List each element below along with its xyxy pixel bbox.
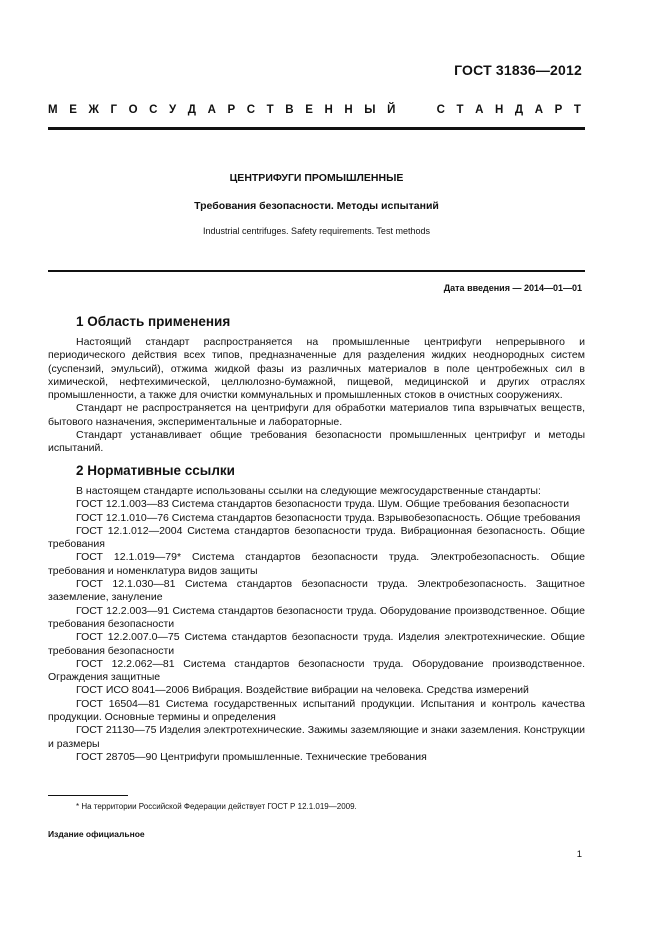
letter: У: [169, 104, 177, 116]
letter: Д: [187, 104, 196, 116]
letter: Ж: [88, 104, 99, 116]
reference-item: ГОСТ 12.2.003—91 Система стандартов безопасности труда. Оборудование производственное. Общие требования безопасности: [48, 604, 585, 630]
reference-item: ГОСТ 12.2.062—81 Система стандартов безопасности труда. Оборудование производственное. Ограждения защитные: [48, 657, 585, 684]
letter: [407, 104, 410, 116]
reference-item: ГОСТ 12.1.012—2004 Система стандартов безопасности труда. Вибрационная безопасность. Общие требования: [48, 524, 585, 551]
letter: Н: [344, 104, 353, 116]
letter: [422, 104, 425, 116]
gost-number: ГОСТ 31836—2012: [454, 62, 582, 78]
letter: Е: [69, 104, 77, 116]
paragraph: Настоящий стандарт распространяется на промышленные центрифуги непрерывного и периодического действия всех типов, предназначенные для разделения жидких неоднородных систем (суспензий, эмульсий), отжима жидкой фазы из различных материалов в поле центробежных сил в химической, нефтехимической, целлюлозно-бумажной, пищевой, медицинской и других отраслях промышленности, а также для очистки коммунальных и промышленных стоков в очистных сооружениях.: [48, 336, 585, 402]
letter: Н: [324, 104, 333, 116]
paragraph: Стандарт не распространяется на центрифуги для обработки материалов типа взрывчатых веществ, бытового назначения, экспериментальные и лабораторные.: [48, 402, 585, 428]
interstate-standard-label: [48, 104, 581, 116]
letter: С: [436, 104, 445, 116]
letter: Д: [514, 104, 524, 116]
official-edition-label: Издание официальное: [48, 829, 145, 839]
letter: С: [246, 104, 256, 116]
letter: Т: [266, 104, 274, 116]
letter: Е: [305, 104, 313, 116]
letter: Г: [110, 104, 117, 116]
title-rule: [48, 270, 585, 272]
header-rule: [48, 127, 585, 130]
reference-item: ГОСТ 12.1.019—79* Система стандартов безопасности труда. Электробезопасность. Общие требования и номенклатура видов защиты: [48, 551, 585, 577]
letter: Й: [387, 104, 396, 116]
section-scope: [48, 312, 585, 456]
reference-item: ГОСТ 12.1.030—81 Система стандартов безопасности труда. Электробезопасность. Защитное заземление, зануление: [48, 578, 585, 604]
reference-item: ГОСТ 16504—81 Система государственных испытаний продукции. Испытания и контроль качества продукции. Основные термины и определения: [48, 697, 585, 724]
reference-item: ГОСТ 12.2.007.0—75 Система стандартов безопасности труда. Изделия электротехнические. Общие требования безопасности: [48, 631, 585, 657]
page-number: 1: [576, 849, 582, 860]
letter: А: [534, 104, 544, 116]
reference-item: ГОСТ 12.1.003—83 Система стандартов безопасности труда. Шум. Общие требования безопасности: [76, 498, 570, 511]
letter: С: [149, 104, 158, 116]
reference-item: ГОСТ ИСО 8041—2006 Вибрация. Воздействие вибрации на человека. Средства измерений: [76, 684, 529, 697]
letter: М: [48, 104, 58, 116]
introduction-date: Дата введения — 2014—01—01: [443, 283, 582, 293]
letter: О: [128, 104, 138, 116]
letter: А: [207, 104, 216, 116]
section-normative-references: [48, 461, 585, 764]
letter: Т: [573, 104, 581, 116]
letter: Ы: [364, 104, 376, 116]
footnote: * На территории Российской Федерации действует ГОСТ Р 12.1.019—2009.: [76, 802, 357, 811]
letter: А: [475, 104, 484, 116]
document-title: ЦЕНТРИФУГИ ПРОМЫШЛЕННЫЕ: [229, 172, 404, 184]
section-heading: 1 Область применения: [76, 314, 231, 329]
reference-item: ГОСТ 12.1.010—76 Система стандартов безопасности труда. Взрывобезопасность. Общие требования: [76, 511, 581, 524]
document-subtitle: Требования безопасности. Методы испытаний: [194, 200, 439, 212]
paragraph: В настоящем стандарте использованы ссылки на следующие межгосударственные стандарты:: [76, 485, 541, 497]
letter: Р: [227, 104, 236, 116]
letter: Н: [495, 104, 504, 116]
letter: Т: [456, 104, 464, 116]
footnote-rule: [48, 795, 128, 796]
section-heading: 2 Нормативные ссылки: [76, 463, 235, 478]
reference-item: ГОСТ 28705—90 Центрифуги промышленные. Технические требования: [76, 750, 427, 763]
letter: В: [285, 104, 294, 116]
reference-item: ГОСТ 21130—75 Изделия электротехнические. Зажимы заземляющие и знаки заземления. Конструкции и размеры: [48, 724, 585, 750]
letter: Р: [554, 104, 563, 116]
english-title: Industrial centrifuges. Safety requirements. Test methods: [203, 226, 430, 236]
paragraph: Стандарт устанавливает общие требования безопасности промышленных центрифуг и методы испытаний.: [48, 429, 585, 455]
